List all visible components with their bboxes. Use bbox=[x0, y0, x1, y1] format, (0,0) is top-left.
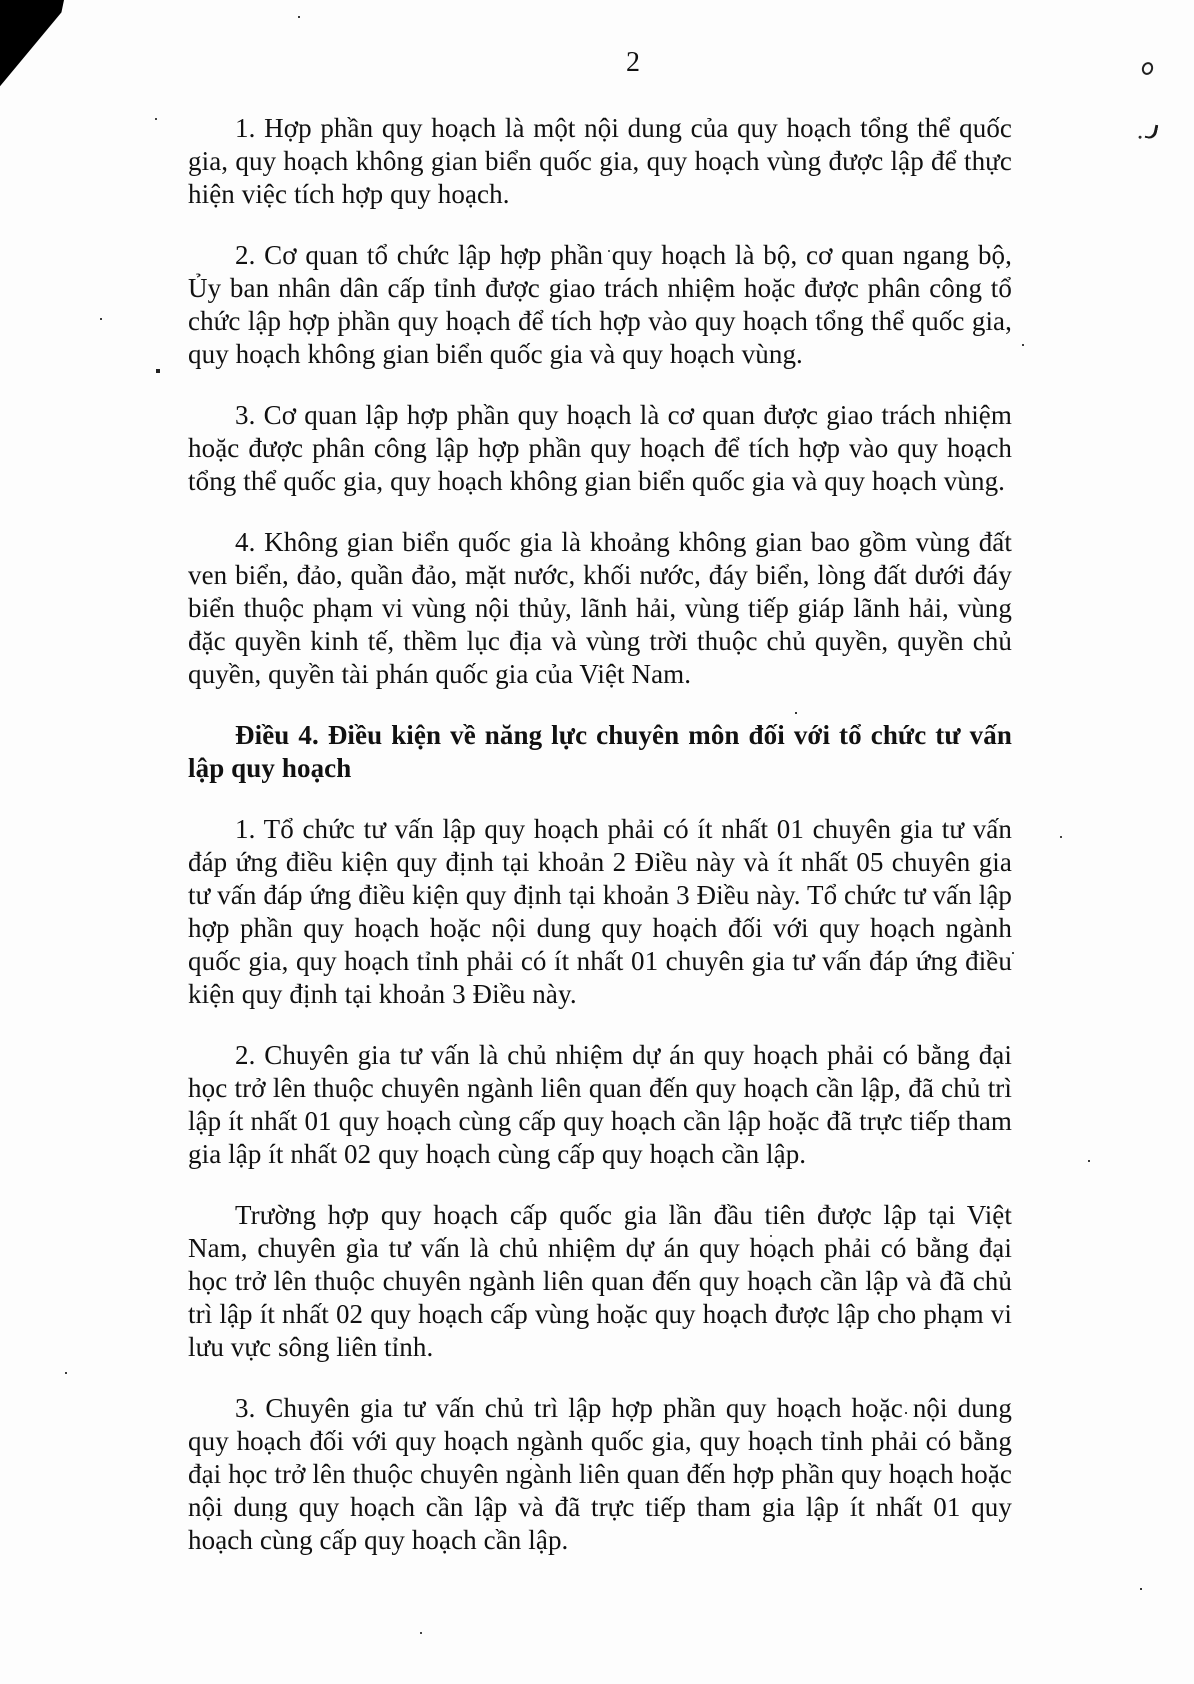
clause-4-khong-gian-bien: 4. Không gian biển quốc gia là khoảng không gian bao gồm vùng đất ven biển, đảo, quần đảo, mặt nước, khối nước, đáy biển, lòng đất dưới đáy biển thuộc phạm vi vùng nội thủy, lãnh hải, vùng tiếp giáp lãnh hải, vùng đặc quyền kinh tế, thềm lục địa và vùng trời thuộc chủ quyền, quyền chủ quyền, quyền tài phán quốc gia của Việt Nam. bbox=[188, 527, 1012, 689]
ring-speck-artifact bbox=[1140, 61, 1155, 77]
scan-noise-specks bbox=[0, 0, 2, 2]
article-4-heading: Điều 4. Điều kiện về năng lực chuyên môn đối với tổ chức tư vấn lập quy hoạch bbox=[188, 720, 1012, 783]
corner-fold-scan-artifact bbox=[0, 0, 64, 88]
hook-speck-artifact bbox=[1145, 123, 1159, 140]
article4-clause-3: 3. Chuyên gia tư vấn chủ trì lập hợp phần quy hoạch hoặc nội dung quy hoạch đối với quy hoạch ngành quốc gia, quy hoạch tỉnh phải có bằng đại học trở lên thuộc chuyên ngành liên quan đến hợp phần quy hoạch hoặc nội dung quy hoạch cần lập và đã trực tiếp tham gia lập ít nhất 01 quy hoạch cùng cấp quy hoạch cần lập. bbox=[188, 1393, 1012, 1555]
clause-1-hop-phan-quy-hoach: 1. Hợp phần quy hoạch là một nội dung của quy hoạch tổng thể quốc gia, quy hoạch không gian biển quốc gia, quy hoạch vùng được lập để thực hiện việc tích hợp quy hoạch. bbox=[188, 113, 1012, 209]
article4-clause-2-continuation: Trường hợp quy hoạch cấp quốc gia lần đầu tiên được lập tại Việt Nam, chuyên gia tư vấn là chủ nhiệm dự án quy hoạch phải có bằng đại học trở lên thuộc chuyên ngành liên quan đến quy hoạch cần lập và đã chủ trì lập ít nhất 02 quy hoạch cấp vùng hoặc quy hoạch được lập cho phạm vi lưu vực sông liên tỉnh. bbox=[188, 1200, 1012, 1362]
document-text-block bbox=[188, 112, 1012, 1585]
clause-2-co-quan-to-chuc-lap: 2. Cơ quan tổ chức lập hợp phần quy hoạch là bộ, cơ quan ngang bộ, Ủy ban nhân dân cấp tỉnh được giao trách nhiệm hoặc được phân công tổ chức lập hợp phần quy hoạch để tích hợp vào quy hoạch tổng thể quốc gia, quy hoạch không gian biển quốc gia và quy hoạch vùng. bbox=[188, 240, 1012, 369]
clause-3-co-quan-lap: 3. Cơ quan lập hợp phần quy hoạch là cơ quan được giao trách nhiệm hoặc được phân công lập hợp phần quy hoạch để tích hợp vào quy hoạch tổng thể quốc gia, quy hoạch không gian biển quốc gia và quy hoạch vùng. bbox=[188, 400, 1012, 496]
article4-clause-2: 2. Chuyên gia tư vấn là chủ nhiệm dự án quy hoạch phải có bằng đại học trở lên thuộc chuyên ngành liên quan đến quy hoạch cần lập, đã chủ trì lập ít nhất 01 quy hoạch cùng cấp quy hoạch cần lập hoặc đã trực tiếp tham gia lập ít nhất 02 quy hoạch cùng cấp quy hoạch cần lập. bbox=[188, 1040, 1012, 1169]
page-number: 2 bbox=[626, 47, 640, 78]
article4-clause-1: 1. Tổ chức tư vấn lập quy hoạch phải có ít nhất 01 chuyên gia tư vấn đáp ứng điều kiện quy định tại khoản 2 Điều này và ít nhất 05 chuyên gia tư vấn đáp ứng điều kiện quy định tại khoản 3 Điều này. Tổ chức tư vấn lập hợp phần quy hoạch hoặc nội dung quy hoạch đối với quy hoạch ngành quốc gia, quy hoạch tỉnh phải có ít nhất 01 chuyên gia tư vấn đáp ứng điều kiện quy định tại khoản 3 Điều này. bbox=[188, 814, 1013, 1009]
